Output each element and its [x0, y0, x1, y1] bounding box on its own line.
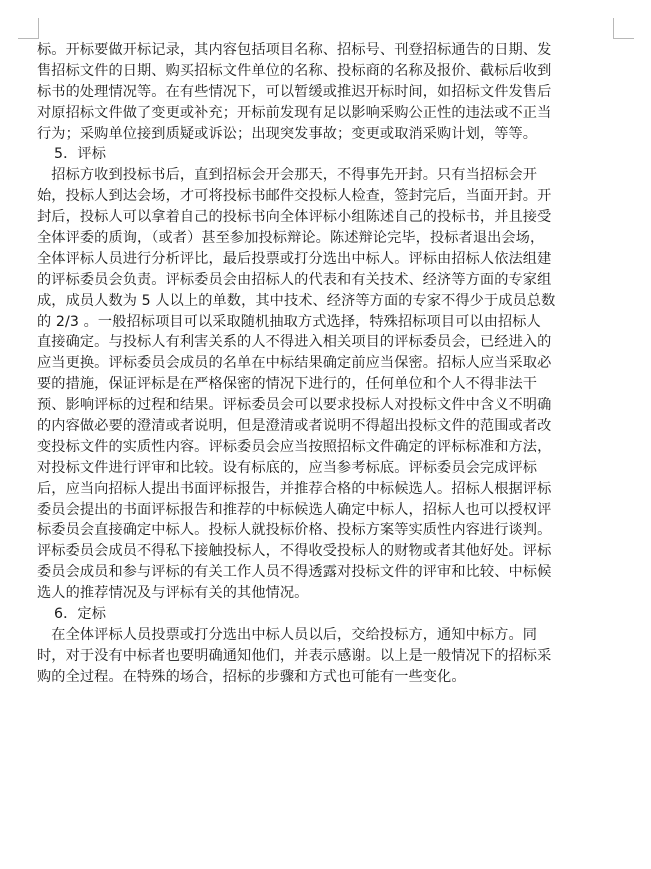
text-line: 全体评委的质询，（或者）甚至参加投标辩论。陈述辩论完毕，投标者退出会场， — [37, 230, 545, 247]
text-line: 直接确定。与投标人有利害关系的人不得进入相关项目的评标委员会，已经进入的 — [37, 334, 552, 351]
text-line: 后，应当向招标人提出书面评标报告，并推荐合格的中标候选人。招标人根据评标 — [37, 480, 552, 497]
paragraph-award — [37, 625, 617, 688]
text-line: 委员会成员和参与评标的有关工作人员不得透露对投标文件的评审和比较、中标候 — [37, 564, 552, 581]
text-line: 的内容做必要的澄清或者说明，但是澄清或者说明不得超出投标文件的范围或者改 — [37, 418, 552, 435]
text-line: 时，对于没有中标者也要明确通知他们，并表示感谢。以上是一般情况下的招标采 — [37, 647, 552, 664]
text-line: 的 2/3 。一般招标项目可以采取随机抽取方式选择，特殊招标项目可以由招标人 — [37, 313, 541, 330]
text-line: 始，投标人到达会场，才可将投标书邮件交投标人检查，签封完后，当面开封。开 — [37, 188, 552, 205]
text-line: 售招标文件的日期、购买招标文件单位的名称、投标商的名称及报价、截标后收到 — [37, 62, 552, 79]
text-line: 的评标委员会负责。评标委员会由招标人的代表和有关技术、经济等方面的专家组 — [37, 271, 552, 288]
text-line: 选人的推荐情况及与评标有关的其他情况。 — [37, 585, 309, 602]
paragraph-evaluation — [37, 165, 617, 604]
text-line: 变投标文件的实质性内容。评标委员会应当按照招标文件确定的评标标准和方法， — [37, 438, 552, 455]
text-line: 对投标文件进行评审和比较。设有标底的，应当参考标底。评标委员会完成评标 — [37, 459, 538, 476]
text-line: 全体评标人员进行分析评比，最后投票或打分选出中标人。评标由招标人依法组建 — [37, 250, 552, 267]
text-line: 成，成员人数为 5 人以上的单数，其中技术、经济等方面的专家不得少于成员总数 — [37, 292, 556, 309]
text-line: 行为；采购单位接到质疑或诉讼；出现突发事故；变更或取消采购计划，等等。 — [37, 125, 538, 142]
paragraph-opening — [37, 40, 617, 144]
text-line: 封后，投标人可以拿着自己的投标书向全体评标小组陈述自己的投标书，并且接受 — [37, 209, 552, 226]
text-line: 预、影响评标的过程和结果。评标委员会可以要求投标人对投标文件中含义不明确 — [37, 397, 552, 414]
crop-mark-top-right — [613, 18, 634, 39]
text-line: 招标方收到投标书后，直到招标会开会那天，不得事先开封。只有当招标会开 — [37, 167, 538, 184]
crop-mark-top-left — [18, 18, 39, 39]
text-line: 评标委员会成员不得私下接触投标人，不得收受投标人的财物或者其他好处。评标 — [37, 543, 552, 560]
text-line: 标委员会直接确定中标人。投标人就投标价格、投标方案等实质性内容进行谈判。 — [37, 522, 552, 539]
section-heading-award: 6．定标 — [54, 606, 106, 623]
text-line: 标。开标要做开标记录，其内容包括项目名称、招标号、刊登招标通告的日期、发 — [37, 42, 552, 58]
text-line: 标书的处理情况等。在有些情况下，可以暂缓或推迟开标时间，如招标文件发售后 — [37, 83, 552, 100]
text-line: 对原招标文件做了变更或补充；开标前发现有足以影响采购公正性的违法或不正当 — [37, 104, 552, 121]
document-body — [37, 40, 617, 688]
section-heading-evaluation: 5．评标 — [54, 146, 106, 163]
text-line: 购的全过程。在特殊的场合，招标的步骤和方式也可能有一些变化。 — [37, 668, 466, 685]
text-line: 要的措施，保证评标是在严格保密的情况下进行的，任何单位和个人不得非法干 — [37, 376, 538, 393]
text-line: 委员会提出的书面评标报告和推荐的中标候选人确定中标人，招标人也可以授权评 — [37, 501, 552, 518]
text-line: 应当更换。评标委员会成员的名单在中标结果确定前应当保密。招标人应当采取必 — [37, 355, 552, 372]
text-line: 在全体评标人员投票或打分选出中标人员以后，交给投标方，通知中标方。同 — [37, 626, 538, 643]
